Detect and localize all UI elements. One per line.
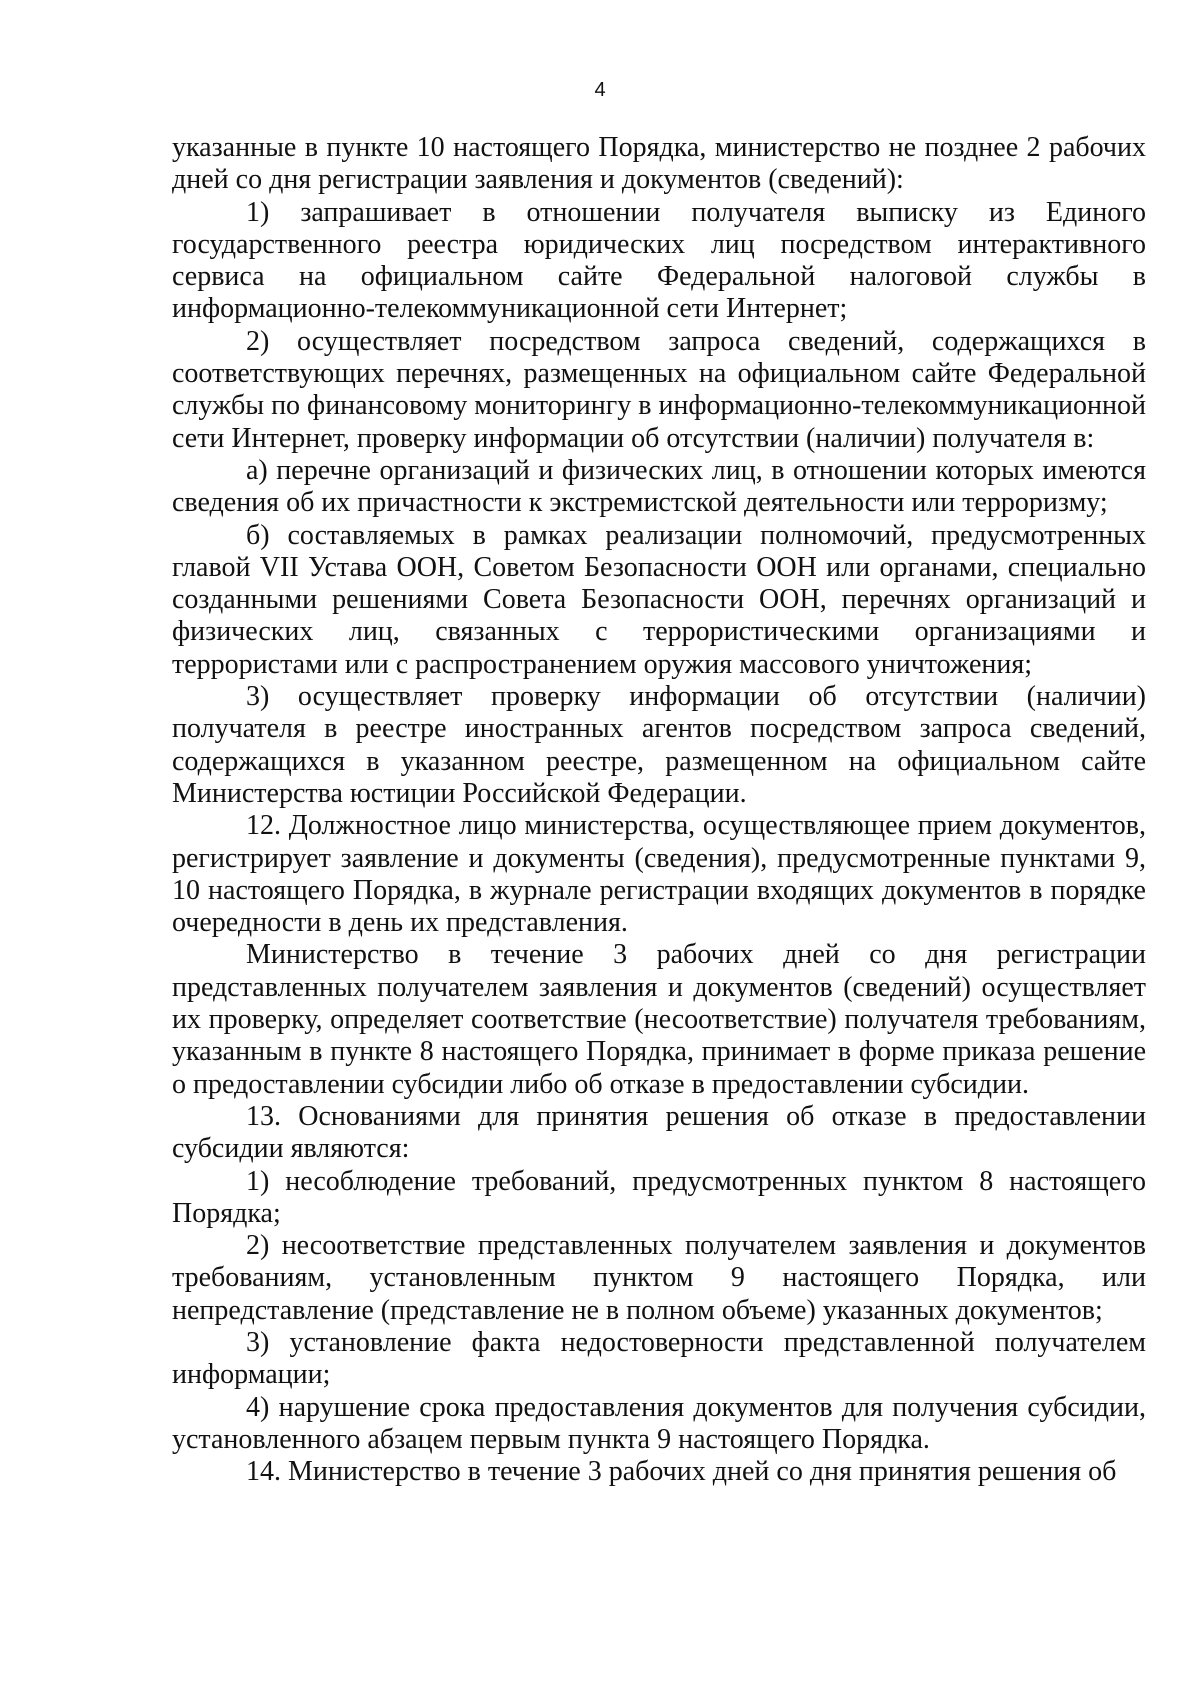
paragraph: 1) несоблюдение требований, предусмотренных пунктом 8 настоящего Порядка;: [172, 1165, 1146, 1229]
paragraph: 13. Основаниями для принятия решения об отказе в предоставлении субсидии являются:: [172, 1100, 1146, 1165]
paragraph: 2) несоответствие представленных получателем заявления и документов требованиям, установленным пунктом 9 настоящего Порядка, или непредставление (представление не в полном объеме) указанных документов;: [172, 1230, 1146, 1326]
paragraph: 2) осуществляет посредством запроса сведений, содержащихся в соответствующих перечнях, размещенных на официальном сайте Федеральной службы по финансовому мониторингу в информационно-телекоммуникационной сети Интернет, проверку информации об отсутствии (наличии) получателя в:: [172, 325, 1146, 454]
paragraph: Министерство в течение 3 рабочих дней со дня регистрации представленных получателем заявления и документов (сведений) осуществляет их проверку, определяет соответствие (несоответствие) получателя требованиям, указанным в пункте 8 настоящего Порядка, принимает в форме приказа решение о предоставлении субсидии либо об отказе в предоставлении субсидии.: [172, 939, 1146, 1100]
paragraph: указанные в пункте 10 настоящего Порядка, министерство не позднее 2 рабочих дней со дня регистрации заявления и документов (сведений):: [172, 132, 1146, 196]
document-body: [172, 132, 1146, 1488]
paragraph: 1) запрашивает в отношении получателя выписку из Единого государственного реестра юридических лиц посредством интерактивного сервиса на официальном сайте Федеральной налоговой службы в информационно-телекоммуникационной сети Интернет;: [172, 196, 1146, 325]
paragraph: 3) установление факта недостоверности представленной получателем информации;: [172, 1326, 1146, 1391]
paragraph: 4) нарушение срока предоставления документов для получения субсидии, установленного абзацем первым пункта 9 настоящего Порядка.: [172, 1391, 1146, 1455]
paragraph: а) перечне организаций и физических лиц, в отношении которых имеются сведения об их причастности к экстремистской деятельности или терроризму;: [172, 454, 1146, 519]
paragraph: 3) осуществляет проверку информации об отсутствии (наличии) получателя в реестре иностранных агентов посредством запроса сведений, содержащихся в указанном реестре, размещенном на официальном сайте Министерства юстиции Российской Федерации.: [172, 681, 1146, 809]
page-number: 4: [594, 79, 606, 101]
paragraph: 12. Должностное лицо министерства, осуществляющее прием документов, регистрирует заявление и документы (сведения), предусмотренные пунктами 9, 10 настоящего Порядка, в журнале регистрации входящих документов в порядке очередности в день их представления.: [172, 810, 1146, 939]
paragraph: б) составляемых в рамках реализации полномочий, предусмотренных главой VII Устава ООН, Советом Безопасности ООН или органами, специально созданными решениями Совета Безопасности ООН, перечнях организаций и физических лиц, связанных с террористическими организациями и террористами или с распространением оружия массового уничтожения;: [172, 519, 1146, 680]
paragraph: 14. Министерство в течение 3 рабочих дней со дня принятия решения об: [246, 1456, 1117, 1488]
